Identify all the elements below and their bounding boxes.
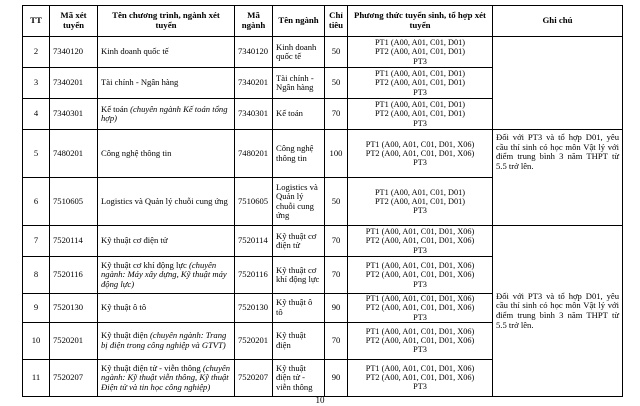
program-name: Công nghệ thông tin <box>101 147 172 158</box>
pt1-text: PT1 (A00, A01, C01, D01) <box>374 69 466 79</box>
cell-ma-nganh: 7340120 <box>235 37 273 68</box>
cell-tt: 10 <box>23 322 50 359</box>
pt2-text: PT2 (A00, A01, C01, D01, X06) <box>365 148 475 158</box>
header-ten-chuong-trinh: Tên chương trình, ngành xét tuyển <box>98 6 235 37</box>
cell-phuong-thuc <box>348 294 493 323</box>
cell-ten-nganh: Kỹ thuật cơ điện tử <box>273 226 325 257</box>
cell-ma-xet-tuyen: 7520207 <box>50 359 98 396</box>
pt3-text: PT3 <box>413 279 427 289</box>
cell-ma-nganh: 7340301 <box>235 99 273 130</box>
pt3-text: PT3 <box>413 56 427 66</box>
page-number: 10 <box>315 395 325 405</box>
cell-ten-chuong-trinh <box>98 226 235 257</box>
cell-ma-xet-tuyen: 7510605 <box>50 178 98 226</box>
pt2-text: PT2 (A00, A01, C01, D01) <box>374 109 466 119</box>
cell-chi-tieu: 50 <box>325 37 348 68</box>
program-name: Tài chính - Ngân hàng <box>101 77 179 88</box>
cell-ten-nganh: Kỹ thuật cơ khí động lực <box>273 257 325 294</box>
cell-phuong-thuc <box>348 68 493 99</box>
cell-tt: 4 <box>23 99 50 130</box>
cell-tt: 6 <box>23 178 50 226</box>
cell-chi-tieu: 70 <box>325 257 348 294</box>
cell-ghi-chu-empty <box>493 37 623 130</box>
cell-phuong-thuc <box>348 226 493 257</box>
cell-ghi-chu-note1: Đối với PT3 và tổ hợp D01, yêu cầu thí sinh có học môn Vật lý với điểm trung bình 3 năm THPT từ 5.5 trở lên. <box>493 130 623 226</box>
cell-ma-nganh: 7520201 <box>235 322 273 359</box>
pt3-text: PT3 <box>413 382 427 392</box>
header-row <box>23 6 623 37</box>
cell-tt: 11 <box>23 359 50 396</box>
pt3-text: PT3 <box>413 118 427 128</box>
program-name: Logistics và Quản lý chuỗi cung ứng <box>101 195 228 206</box>
cell-ma-xet-tuyen: 7520130 <box>50 294 98 323</box>
program-name: Kỹ thuật điện <box>101 330 150 341</box>
cell-ten-chuong-trinh <box>98 130 235 178</box>
cell-tt: 2 <box>23 37 50 68</box>
cell-chi-tieu: 50 <box>325 178 348 226</box>
cell-ma-xet-tuyen: 7520201 <box>50 322 98 359</box>
cell-phuong-thuc <box>348 130 493 178</box>
pt2-text: PT2 (A00, A01, C01, D01, X06) <box>365 336 475 346</box>
cell-phuong-thuc <box>348 322 493 359</box>
cell-ten-chuong-trinh <box>98 37 235 68</box>
cell-ten-nganh: Tài chính - Ngân hàng <box>273 68 325 99</box>
cell-ten-nganh: Công nghệ thông tin <box>273 130 325 178</box>
cell-phuong-thuc <box>348 257 493 294</box>
pt1-text: PT1 (A00, A01, C01, D01, X06) <box>365 227 475 237</box>
cell-ma-xet-tuyen: 7480201 <box>50 130 98 178</box>
pt1-text: PT1 (A00, A01, C01, D01, X06) <box>365 326 475 336</box>
pt1-text: PT1 (A00, A01, C01, D01, X06) <box>365 294 475 303</box>
cell-chi-tieu: 90 <box>325 294 348 323</box>
table-row <box>23 226 623 257</box>
cell-chi-tieu: 100 <box>325 130 348 178</box>
cell-chi-tieu: 90 <box>325 359 348 396</box>
cell-phuong-thuc <box>348 99 493 130</box>
cell-ma-nganh: 7520116 <box>235 257 273 294</box>
cell-chi-tieu: 70 <box>325 322 348 359</box>
pt2-text: PT2 (A00, A01, C01, D01, X06) <box>365 236 475 246</box>
cell-chi-tieu: 50 <box>325 68 348 99</box>
header-ten-nganh: Tên ngành <box>273 6 325 37</box>
pt3-text: PT3 <box>413 206 427 216</box>
admissions-table <box>22 5 623 397</box>
cell-ten-chuong-trinh <box>98 99 235 130</box>
pt3-text: PT3 <box>413 312 427 322</box>
cell-tt: 8 <box>23 257 50 294</box>
cell-ten-nganh: Kỹ thuật ô tô <box>273 294 325 323</box>
pt3-text: PT3 <box>413 345 427 355</box>
pt3-text: PT3 <box>413 245 427 255</box>
cell-ten-nganh: Kỹ thuật điện tử - viễn thông <box>273 359 325 396</box>
pt3-text: PT3 <box>413 158 427 168</box>
pt2-text: PT2 (A00, A01, C01, D01, X06) <box>365 303 475 313</box>
pt2-text: PT2 (A00, A01, C01, D01, X06) <box>365 270 475 280</box>
header-phuong-thuc: Phương thức tuyển sinh, tổ hợp xét tuyển <box>348 6 493 37</box>
cell-ten-chuong-trinh <box>98 294 235 323</box>
cell-tt: 9 <box>23 294 50 323</box>
cell-ma-xet-tuyen: 7340120 <box>50 37 98 68</box>
program-name: Kỹ thuật cơ khí động lực <box>101 259 189 270</box>
cell-ten-chuong-trinh <box>98 257 235 294</box>
program-note: (chuyên ngành Kế toán tổng hợp) <box>101 103 228 123</box>
cell-ten-chuong-trinh <box>98 359 235 396</box>
header-ghi-chu: Ghi chú <box>493 6 623 37</box>
cell-ten-nganh: Kinh doanh quốc tế <box>273 37 325 68</box>
cell-phuong-thuc <box>348 359 493 396</box>
table-row <box>23 130 623 178</box>
cell-ma-nganh: 7520130 <box>235 294 273 323</box>
cell-ma-nganh: 7520207 <box>235 359 273 396</box>
cell-chi-tieu: 70 <box>325 226 348 257</box>
cell-ghi-chu-note2: Đối với PT3 và tổ hợp D01, yêu cầu thí sinh có học môn Vật lý với điểm trung bình 3 năm THPT từ 5.5 trở lên. <box>493 226 623 397</box>
cell-tt: 5 <box>23 130 50 178</box>
cell-ten-nganh: Kỹ thuật điện <box>273 322 325 359</box>
program-name: Kinh doanh quốc tế <box>101 46 169 57</box>
pt1-text: PT1 (A00, A01, C01, D01) <box>374 100 466 110</box>
cell-ten-nganh: Kế toán <box>273 99 325 130</box>
pt2-text: PT2 (A00, A01, C01, D01) <box>374 196 466 206</box>
pt1-text: PT1 (A00, A01, C01, D01, X06) <box>365 139 475 149</box>
program-note: (chuyên ngành: Trang bị điện trong công nghiệp và GTVT) <box>101 330 227 350</box>
pt2-text: PT2 (A00, A01, C01, D01) <box>374 78 466 88</box>
pt3-text: PT3 <box>413 87 427 97</box>
program-name: Kỹ thuật cơ điện tử <box>101 235 168 246</box>
pt2-text: PT2 (A00, A01, C01, D01, X06) <box>365 373 475 383</box>
program-name: Kỹ thuật điện tử - viễn thông <box>101 362 203 373</box>
cell-ten-chuong-trinh <box>98 178 235 226</box>
pt1-text: PT1 (A00, A01, C01, D01) <box>374 38 466 48</box>
cell-tt: 7 <box>23 226 50 257</box>
cell-chi-tieu: 70 <box>325 99 348 130</box>
header-tt: TT <box>23 6 50 37</box>
pt1-text: PT1 (A00, A01, C01, D01, X06) <box>365 261 475 271</box>
cell-ma-nganh: 7520114 <box>235 226 273 257</box>
program-name: Kế toán <box>101 103 131 114</box>
cell-ma-xet-tuyen: 7520116 <box>50 257 98 294</box>
cell-ten-chuong-trinh <box>98 68 235 99</box>
table-row <box>23 37 623 68</box>
pt1-text: PT1 (A00, A01, C01, D01, X06) <box>365 363 475 373</box>
cell-phuong-thuc <box>348 178 493 226</box>
cell-ma-xet-tuyen: 7520114 <box>50 226 98 257</box>
header-ma-xet-tuyen: Mã xét tuyển <box>50 6 98 37</box>
pt2-text: PT2 (A00, A01, C01, D01) <box>374 47 466 57</box>
cell-ten-chuong-trinh <box>98 322 235 359</box>
program-name: Kỹ thuật ô tô <box>101 302 147 313</box>
header-chi-tieu: Chỉ tiêu <box>325 6 348 37</box>
cell-ma-nganh: 7340201 <box>235 68 273 99</box>
cell-phuong-thuc <box>348 37 493 68</box>
cell-ma-xet-tuyen: 7340201 <box>50 68 98 99</box>
cell-ma-nganh: 7510605 <box>235 178 273 226</box>
cell-ten-nganh: Logistics và Quản lý chuỗi cung ứng <box>273 178 325 226</box>
header-ma-nganh: Mã ngành <box>235 6 273 37</box>
cell-ma-nganh: 7480201 <box>235 130 273 178</box>
program-note: (chuyên ngành: Máy xây dựng, Kỹ thuật máy động lực) <box>101 259 227 289</box>
cell-tt: 3 <box>23 68 50 99</box>
program-note: (chuyên ngành: Kỹ thuật viễn thông, Kỹ thuật Điện tử và tin học công nghiệp) <box>101 362 231 392</box>
cell-ma-xet-tuyen: 7340301 <box>50 99 98 130</box>
pt1-text: PT1 (A00, A01, C01, D01) <box>374 187 466 197</box>
